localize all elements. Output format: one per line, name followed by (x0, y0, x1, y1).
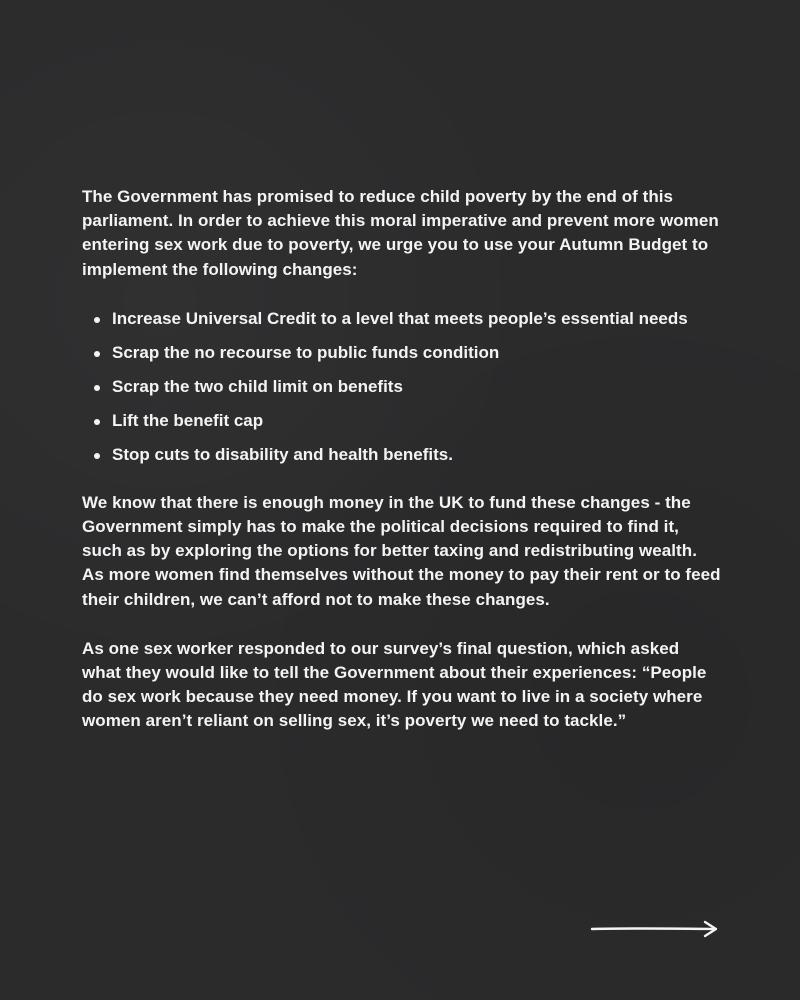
funding-paragraph: We know that there is enough money in the UK to fund these changes - the Government simply has to make the political decisions required to find it, such as by exploring the options for better taxing and redistributing wealth. As more women find themselves without the money to pay their rent or to feed their children, we can’t afford not to make these changes. (82, 492, 721, 609)
bullet-icon (94, 385, 100, 391)
survey-quote-paragraph: As one sex worker responded to our survey’s final question, which asked what they would like to tell the Government about their experiences: “People do sex work because they need money. If you want to live in a society where women aren’t reliant on selling sex, it’s poverty we need to tackle.” (82, 638, 707, 731)
list-item (82, 409, 722, 433)
right-arrow-icon (590, 918, 722, 940)
list-item (82, 307, 722, 331)
next-page-button[interactable] (590, 918, 722, 940)
list-item (82, 341, 722, 365)
list-item-text: Scrap the no recourse to public funds condition (112, 342, 500, 362)
list-item-text: Scrap the two child limit on benefits (112, 376, 403, 396)
bullet-icon (94, 351, 100, 357)
list-item (82, 375, 722, 399)
bullet-icon (94, 453, 100, 459)
requested-changes-list (82, 307, 722, 467)
list-item (82, 443, 722, 467)
bullet-icon (94, 419, 100, 425)
intro-paragraph: The Government has promised to reduce child poverty by the end of this parliament. In order to achieve this moral imperative and prevent more women entering sex work due to poverty, we urge you to use your Autumn Budget to implement the following changes: (82, 187, 719, 279)
list-item-text: Increase Universal Credit to a level that meets people’s essential needs (112, 308, 688, 328)
list-item-text: Lift the benefit cap (112, 410, 264, 430)
list-item-text: Stop cuts to disability and health benefits. (112, 444, 453, 464)
campaign-letter (82, 185, 722, 734)
bullet-icon (94, 317, 100, 323)
